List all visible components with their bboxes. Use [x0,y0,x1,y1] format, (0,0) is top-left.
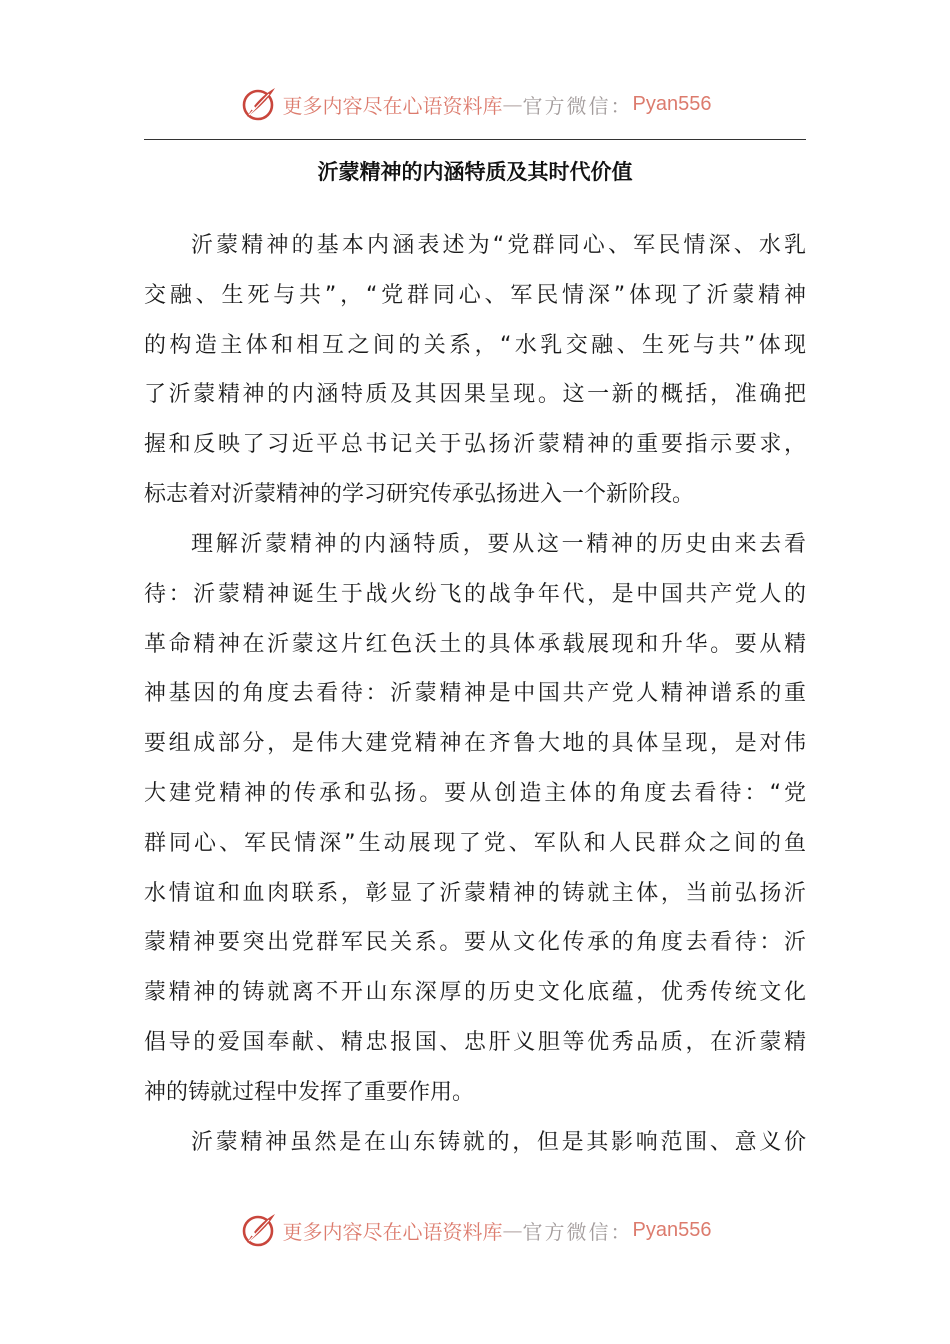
banner-separator: — [502,1218,523,1242]
text-line: 群同心、军民情深”生动展现了党、军队和人民群众之间的鱼 [144,830,806,856]
text-line: 神基因的角度去看待：沂蒙精神是中国共产党人精神谱系的重 [144,681,806,707]
text-line: 倡导的爱国奉献、精忠报国、忠肝义胆等优秀品质，在沂蒙精 [144,1029,806,1055]
text-line: 理解沂蒙精神的内涵特质，要从这一精神的历史由来去看 [191,532,806,557]
text-line: 大建党精神的传承和弘扬。要从创造主体的角度去看待：“党 [144,780,806,806]
text-line: 革命精神在沂蒙这片红色沃土的具体承载展现和升华。要从精 [144,631,806,657]
text-line: 标志着对沂蒙精神的学习研究传承弘扬进入一个新阶段。 [144,481,695,507]
banner-wechat-id: Pyan556 [632,1218,712,1241]
text-line: 了沂蒙精神的内涵特质及其因果呈现。这一新的概括，准确把 [144,382,806,408]
text-line: 要组成部分，是伟大建党精神在齐鲁大地的具体呈现，是对伟 [144,731,806,757]
header-divider [144,139,806,140]
banner-wechat-label: 官方微信： [522,1219,633,1244]
footer-banner [0,1208,950,1252]
text-line: 沂蒙精神的基本内涵表述为“党群同心、军民情深、水乳 [191,233,806,258]
text-line: 待：沂蒙精神诞生于战火纷飞的战争年代，是中国共产党人的 [144,581,806,607]
banner-separator: — [502,92,523,116]
header-banner [0,82,950,126]
text-line: 水情谊和血肉联系，彰显了沂蒙精神的铸就主体，当前弘扬沂 [144,880,806,906]
paragraph-2 [144,520,806,1118]
text-line: 交融、生死与共”，“党群同心、军民情深”体现了沂蒙精神 [144,282,806,308]
banner-wechat-label: 官方微信： [522,93,633,118]
text-line: 蒙精神的铸就离不开山东深厚的历史文化底蕴，优秀传统文化 [144,980,806,1006]
banner-site-text: 更多内容尽在心语资料库 [282,1219,503,1244]
quill-pen-logo-icon [239,1210,279,1250]
paragraph-1 [144,221,806,520]
paragraph-3 [144,1118,806,1168]
quill-pen-logo-icon [239,84,279,124]
text-line: 蒙精神要突出党群军民关系。要从文化传承的角度去看待：沂 [144,930,806,956]
text-line: 的构造主体和相互之间的关系，“水乳交融、生死与共”体现 [144,332,806,358]
text-line: 握和反映了习近平总书记关于弘扬沂蒙精神的重要指示要求， [144,432,806,458]
document-title: 沂蒙精神的内涵特质及其时代价值 [317,160,633,184]
text-line: 沂蒙精神虽然是在山东铸就的，但是其影响范围、意义价 [191,1130,806,1155]
banner-wechat-id: Pyan556 [632,92,712,115]
text-line: 神的铸就过程中发挥了重要作用。 [144,1079,475,1105]
banner-site-text: 更多内容尽在心语资料库 [282,93,503,118]
